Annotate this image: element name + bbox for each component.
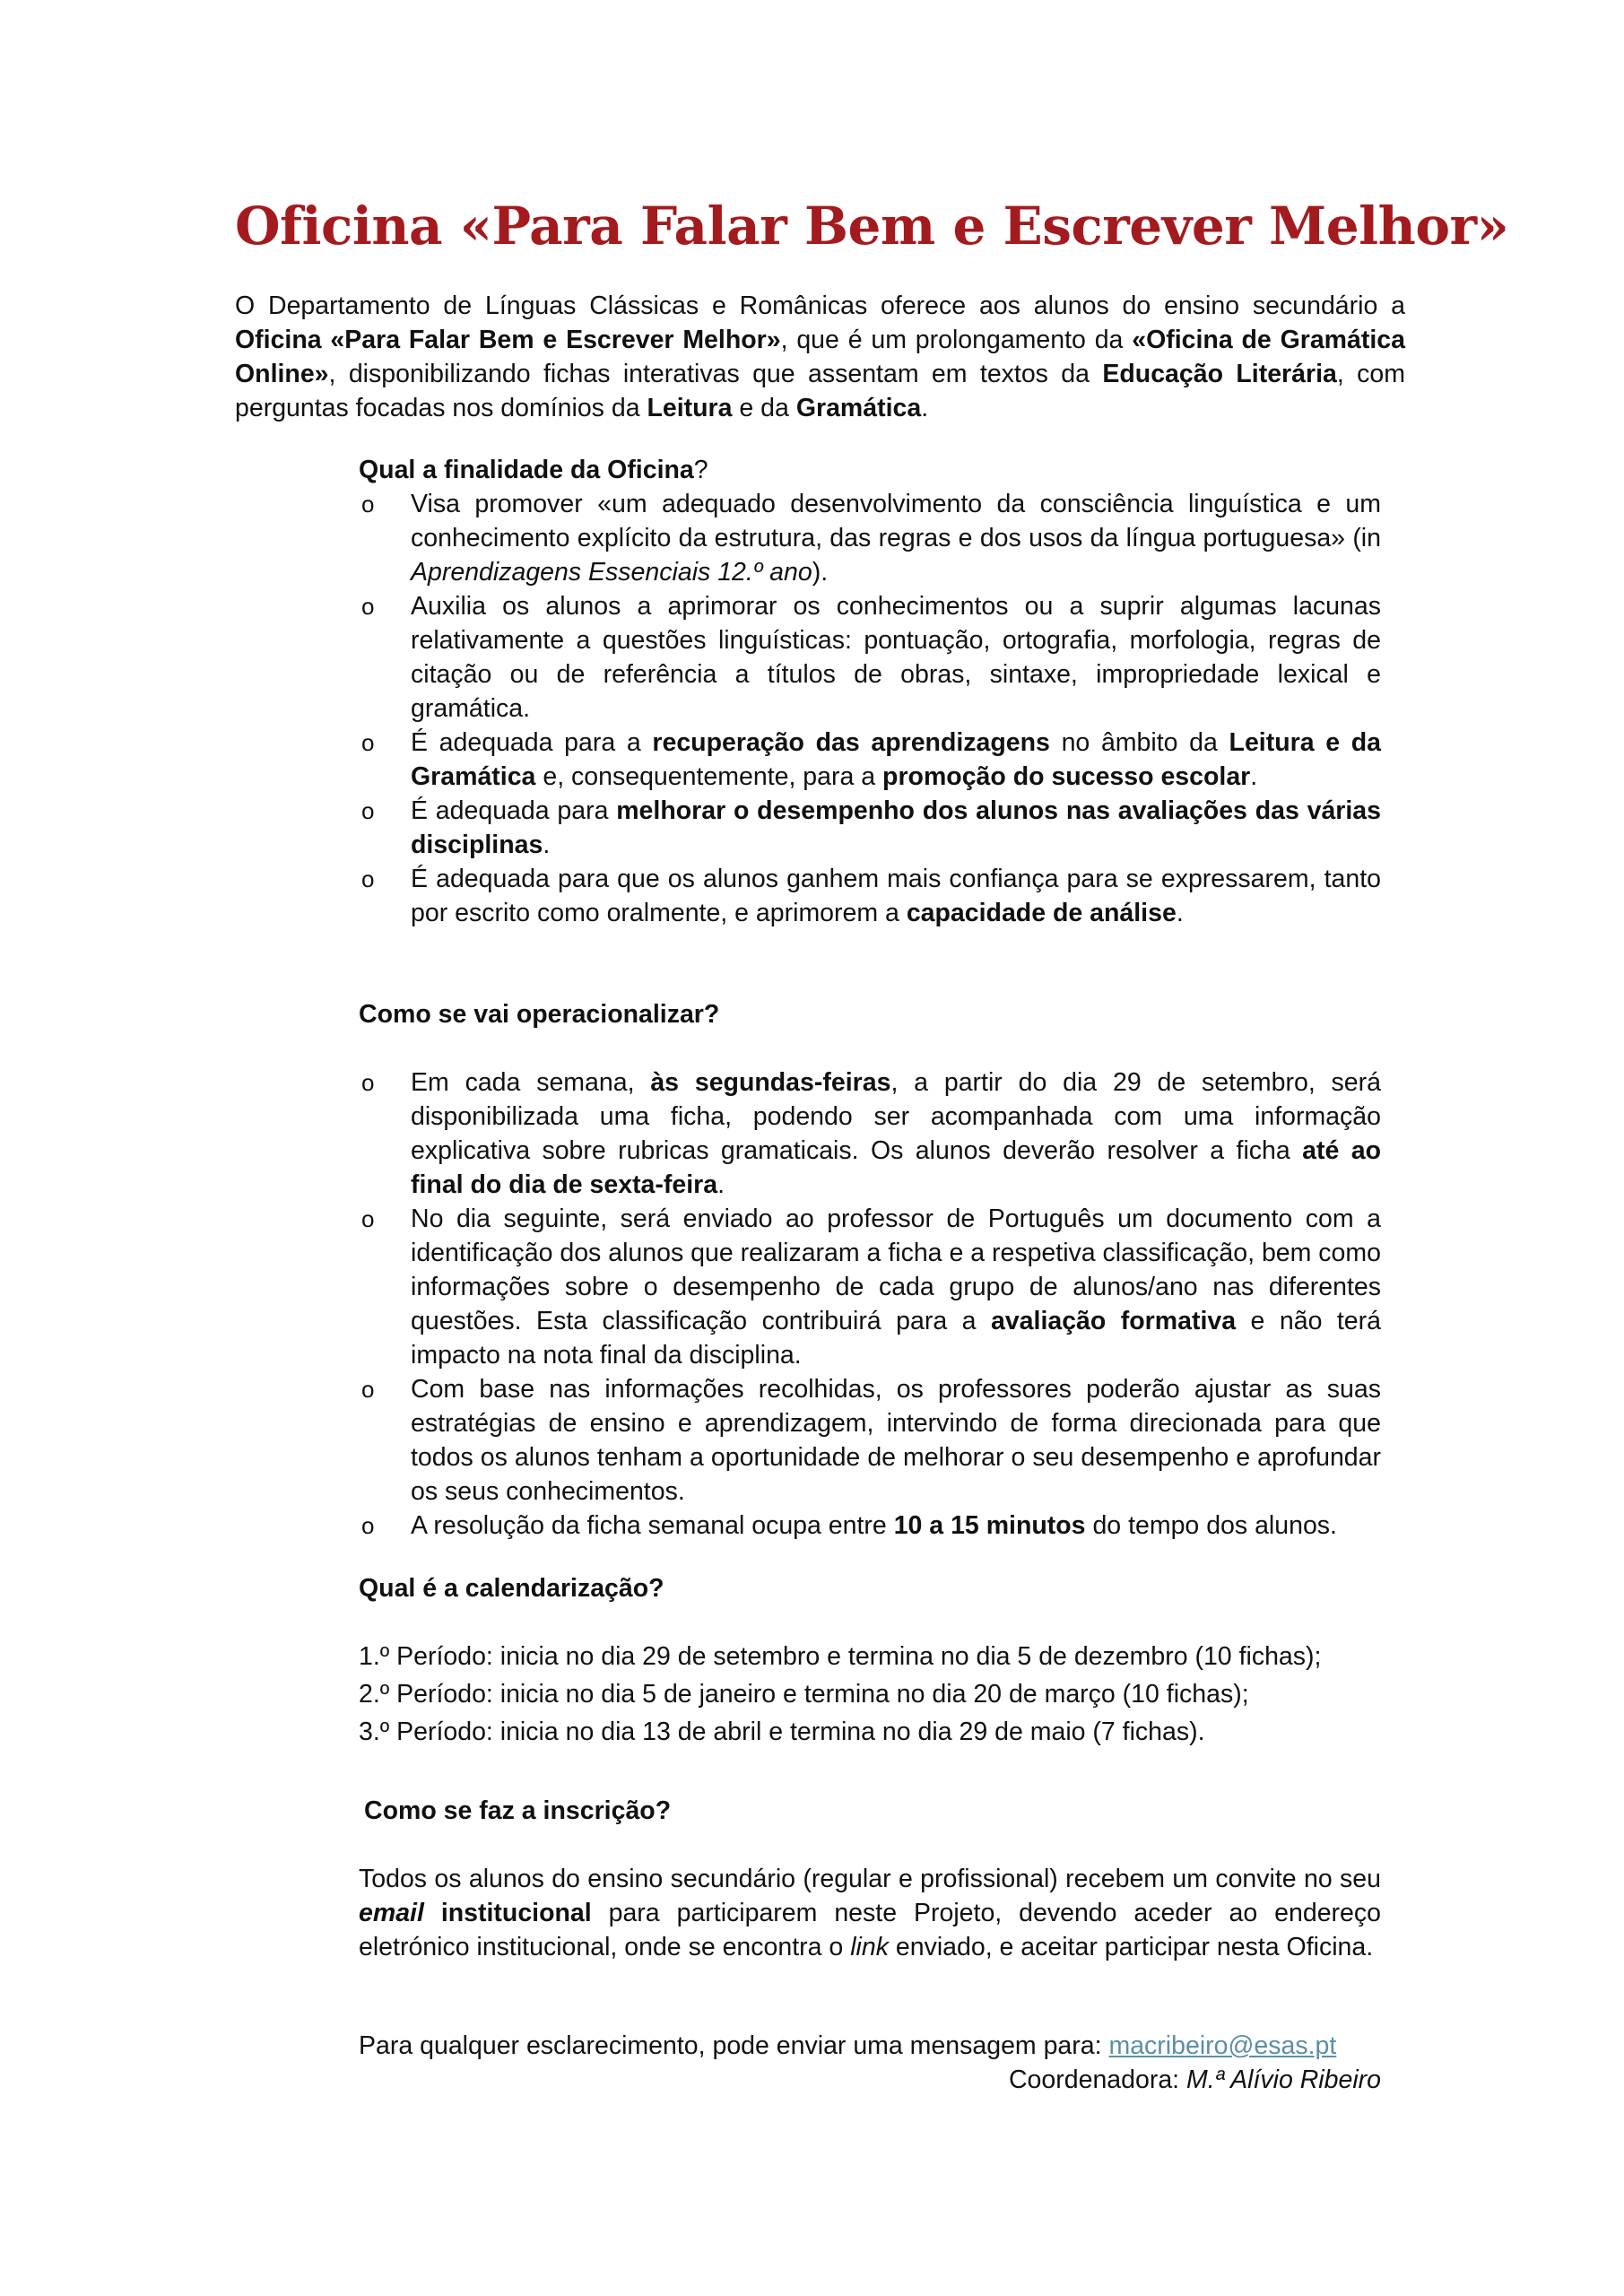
section-finalidade [359,453,1381,930]
inscricao-text: para participarem neste Projeto, devendo aceder ao endereço eletrónico institucional, onde se encontra o [359,1899,1381,1961]
item-bold: às segundas-feiras [650,1068,891,1097]
intro-text: , que é um prolongamento da [780,326,1133,354]
list-item [359,1509,1381,1543]
bullet-icon: o [361,797,375,824]
item-text: Auxilia os alunos a aprimorar os conhecimentos ou a suprir algumas lacunas relativamente a questões linguísticas: pontuação, ortografia, morfologia, regras de citação ou de referência a títulos de obras, sintaxe, impropriedade lexical e gramática. [411,592,1381,723]
coordinator-name: M.ª Alívio Ribeiro [1186,2066,1381,2094]
item-text: . [1250,762,1258,791]
bullet-icon: o [361,729,375,756]
bullet-icon: o [361,1376,375,1403]
item-text: É adequada para a [411,728,653,757]
list-item [359,589,1381,726]
intro-bold-oficina-gramatica: «Oficina de Gramática Online» [235,326,1405,388]
intro-text: e da [732,394,796,422]
finalidade-heading-mark: ? [693,456,708,484]
item-text: A resolução da ficha semanal ocupa entre [411,1511,894,1540]
item-bold: recuperação das aprendizagens [652,728,1050,757]
item-bold: 10 a 15 minutos [893,1511,1086,1540]
item-bold: capacidade de análise [906,899,1177,927]
intro-text: , com perguntas focadas nos domínios da [235,360,1405,422]
bullet-icon: o [361,865,375,892]
finalidade-heading [359,453,1381,487]
inscricao-paragraph [359,1862,1381,1964]
list-item [359,862,1381,930]
calendar-line: 3.º Período: inicia no dia 13 de abril e termina no dia 29 de maio (7 fichas). [359,1718,1205,1746]
calendar-line: 1.º Período: inicia no dia 29 de setembro e termina no dia 5 de dezembro (10 fichas); [359,1642,1322,1671]
intro-text: , disponibilizando fichas interativas que assentam em textos da [328,360,1103,388]
list-item [359,1065,1381,1202]
list-item [359,1202,1381,1372]
item-text: Em cada semana, [411,1068,651,1097]
list-item [359,487,1381,589]
inscricao-email-word: email [359,1899,424,1927]
section-operacionalizar [359,997,1381,1543]
intro-bold-educacao-literaria: Educação Literária [1102,360,1337,388]
calendarizacao-heading: Qual é a calendarização? [359,1574,664,1603]
item-bold: Leitura e da Gramática [411,728,1381,791]
inscricao-text: enviado, e aceitar participar nesta Oficina. [888,1933,1374,1961]
intro-bold-oficina: Oficina «Para Falar Bem e Escrever Melhor» [235,326,781,354]
section-inscricao [359,1794,1381,1964]
list-item [359,1372,1381,1509]
section-calendarizacao [359,1571,1381,1752]
bullet-icon: o [361,1512,375,1539]
contact-text: Para qualquer esclarecimento, pode enviar uma mensagem para: [359,2031,1109,2060]
item-bold: até ao final do dia de sexta-feira [411,1136,1381,1199]
item-text: É adequada para [411,796,617,825]
item-text: e, consequentemente, para a [535,762,883,791]
page-title: Oficina «Para Falar Bem e Escrever Melhor» [235,196,1509,257]
section-contacto [359,2029,1381,2097]
item-text: Com base nas informações recolhidas, os professores poderão ajustar as suas estratégias de ensino e aprendizagem, intervindo de forma direcionada para que todos os alunos tenham a oportunidade de melhorar o seu desempenho e aprofundar os seus conhecimentos. [411,1375,1381,1506]
calendar-line: 2.º Período: inicia no dia 5 de janeiro e termina no dia 20 de março (10 fichas); [359,1680,1249,1709]
bullet-icon: o [361,491,375,517]
item-italic: Aprendizagens Essenciais 12.º ano [411,558,812,587]
list-item [359,726,1381,794]
item-text: ). [812,558,829,587]
item-bold: promoção do sucesso escolar [882,762,1251,791]
inscricao-heading: Como se faz a inscrição? [364,1796,672,1825]
item-text: , a partir do dia 29 de setembro, será disponibilizada uma ficha, podendo ser acompanhada com uma informação explicativa sobre rubricas gramaticais. Os alunos deverão resolver a ficha [411,1068,1381,1165]
item-text: . [543,831,551,859]
inscricao-bold: institucional [423,1899,592,1927]
item-text: . [717,1170,725,1199]
bullet-icon: o [361,1069,375,1096]
item-text: Visa promover «um adequado desenvolvimento da consciência linguística e um conhecimento explícito da estrutura, das regras e dos usos da língua portuguesa» (in [411,490,1381,552]
coordinator-label: Coordenadora: [1008,2066,1187,2094]
intro-bold-leitura: Leitura [647,394,733,422]
intro-text: . [921,394,929,422]
inscricao-link-word: link [850,1933,889,1961]
bullet-icon: o [361,593,375,620]
intro-text: O Departamento de Línguas Clássicas e Românicas oferece aos alunos do ensino secundário a [235,291,1405,320]
item-bold: avaliação formativa [990,1307,1237,1335]
item-text: No dia seguinte, será enviado ao professor de Português um documento com a identificação dos alunos que realizaram a ficha e a respetiva classificação, bem como informações sobre o desempenho de cada grupo de alunos/ano nas diferentes questões. Esta classificação contribuirá para a [411,1205,1381,1335]
intro-bold-gramatica: Gramática [795,394,922,422]
email-link[interactable]: macribeiro@esas.pt [1108,2031,1337,2060]
item-text: . [1176,899,1184,927]
finalidade-list [359,487,1381,930]
item-text: É adequada para que os alunos ganhem mais confiança para se expressarem, tanto por escrito como oralmente, e aprimorem a [411,865,1381,927]
item-text: no âmbito da [1049,728,1229,757]
coordinator-line [359,2063,1381,2097]
list-item [359,794,1381,862]
item-bold: melhorar o desempenho dos alunos nas avaliações das várias disciplinas [411,796,1382,859]
intro-paragraph [235,289,1405,425]
operacionalizar-heading: Como se vai operacionalizar? [359,1000,720,1029]
bullet-icon: o [361,1205,375,1232]
item-text: do tempo dos alunos. [1085,1511,1337,1540]
finalidade-heading-bold: Qual a finalidade da Oficina [359,456,694,484]
inscricao-text: Todos os alunos do ensino secundário (regular e profissional) recebem um convite no seu [359,1865,1381,1893]
contact-line [359,2029,1381,2063]
operacionalizar-list [359,1065,1381,1543]
item-text: e não terá impacto na nota final da disciplina. [411,1307,1381,1370]
